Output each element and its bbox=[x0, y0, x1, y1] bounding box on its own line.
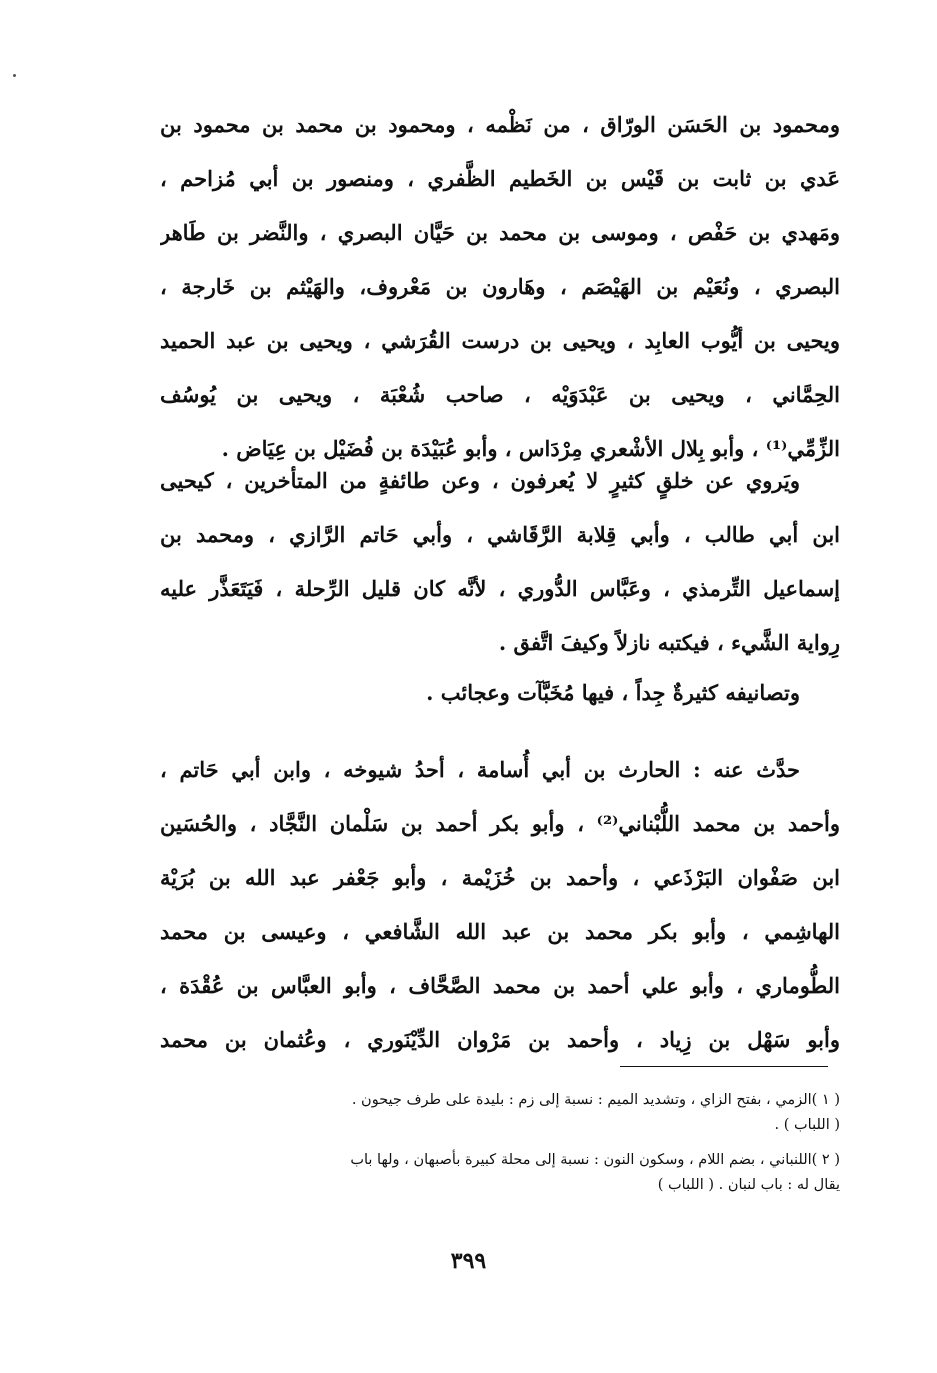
paragraph-3 bbox=[160, 666, 840, 720]
text-line: حدَّث عنه : الحارث بن أبي أُسامة ، أحدُ شيوخه ، وابن أبي حَاتم ، bbox=[160, 757, 800, 782]
text-line: رِواية الشَّيء ، فيكتبه نازلاً وكيفَ اتَّفق . bbox=[498, 630, 840, 655]
footnote-2-line: يقال له : باب لنبان . ( اللباب ) bbox=[657, 1177, 840, 1193]
text-line: إسماعيل التِّرمذي ، وعَبَّاس الدُّوري ، لأنَّه كان قليل الرِّحلة ، فَيَتَعَذَّر عليه bbox=[160, 576, 840, 601]
text-line: الهاشِمي ، وأبو بكر محمد بن عبد الله الشَّافعي ، وعيسى بن محمد bbox=[160, 919, 840, 944]
scan-speck bbox=[13, 74, 16, 77]
text-line: ابن أبي طالب ، وأبي قِلابة الرَّقَاشي ، وأبي حَاتم الرَّازي ، ومحمد بن bbox=[160, 522, 840, 547]
footnote-1-line: ( اللباب ) . bbox=[774, 1117, 840, 1133]
paragraph-2 bbox=[160, 454, 840, 670]
text-line: وأحمد بن محمد اللُّبْناني⁽²⁾ ، وأبو بكر أحمد بن سَلْمان النَّجَّاد ، والحُسَين bbox=[160, 811, 840, 836]
text-line: ويحيى بن أيُّوب العابِد ، ويحيى بن درست القُرَشي ، ويحيى بن عبد الحميد bbox=[160, 328, 840, 353]
text-line: الحِمَّاني ، ويحيى بن عَبْدَوَيْه ، صاحب شُعْبَة ، ويحيى بن يُوسُف bbox=[160, 382, 840, 407]
text-line: الطُّوماري ، وأبو علي أحمد بن محمد الصَّحَّاف ، وأبو العبَّاس بن عُقْدَة ، bbox=[160, 973, 840, 998]
footnote-2-line: ( ٢ )اللنباني ، بضم اللام ، وسكون النون : نسبة إلى محلة كبيرة بأصبهان ، ولها باب bbox=[350, 1152, 840, 1168]
text-line: ومَهدي بن حَفْص ، وموسى بن محمد بن حَيَّان البصري ، والنَّضر بن طَاهر bbox=[160, 220, 840, 245]
text-line: الزِّمِّي⁽¹⁾ ، وأبو بِلال الأشْعري مِرْدَاس ، وأبو عُبَيْدَة بن فُضَيْل بن عِيَاض . bbox=[221, 436, 840, 461]
footnote-separator bbox=[620, 1066, 828, 1067]
text-line: ابن صَفْوان البَرْذَعي ، وأحمد بن خُزَيْمة ، وأبو جَعْفر عبد الله بن بُرَيْة bbox=[160, 865, 840, 890]
text-line: البصري ، ونُعَيْم بن الهَيْصَم ، وهَارون بن مَعْروف، والهَيْثم بن خَارجة ، bbox=[160, 274, 840, 299]
text-line: عَدي بن ثابت بن قَيْس بن الخَطيم الظَّفري ، ومنصور بن أبي مُزاحم ، bbox=[160, 166, 840, 191]
text-line: وتصانيفه كثيرةٌ جِداً ، فيها مُخَبَّآت وعجائب . bbox=[426, 680, 800, 705]
text-line: ويَروي عن خلقٍ كثيرٍ لا يُعرفون ، وعن طائفةٍ من المتأخرين ، كيحيى bbox=[160, 468, 800, 493]
paragraph-4 bbox=[160, 743, 840, 1067]
text-line: وأبو سَهْل بن زِياد ، وأحمد بن مَرْوان الدِّيْنَوري ، وعُثمان بن محمد bbox=[160, 1027, 840, 1052]
paragraph-1 bbox=[160, 98, 840, 476]
text-line: ومحمود بن الحَسَن الورّاق ، من نَظْمه ، ومحمود بن محمد بن محمود بن bbox=[160, 112, 840, 137]
page-number: ٣٩٩ bbox=[450, 1248, 487, 1274]
footnote-1-line: ( ١ )الزمي ، بفتح الزاي ، وتشديد الميم : نسبة إلى زم : بليدة على طرف جيحون . bbox=[351, 1092, 840, 1108]
footnotes bbox=[160, 1088, 840, 1198]
